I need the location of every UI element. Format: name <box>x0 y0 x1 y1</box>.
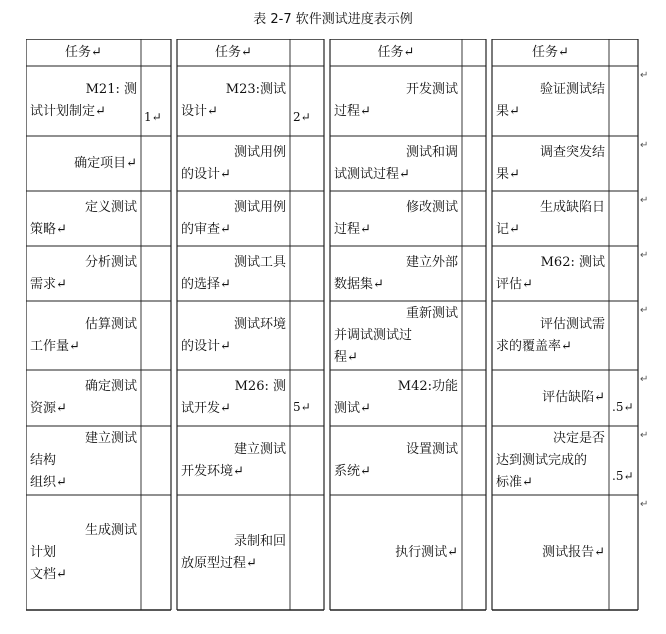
header-label: 任务↵ <box>532 44 569 60</box>
task-text-line: 过程↵ <box>334 221 371 237</box>
paragraph-mark: ↵ <box>640 195 649 206</box>
task-cell <box>492 191 609 246</box>
task-cell <box>492 301 609 370</box>
task-cell <box>330 301 462 370</box>
task-text-line: 文档↵ <box>30 566 67 582</box>
task-text-line: 确定项目↵ <box>74 155 137 171</box>
task-cell <box>492 66 609 136</box>
task-text-line: 评估↵ <box>496 276 533 292</box>
task-text-line: 测试工具 <box>233 254 286 270</box>
task-text-line: 分析测试 <box>84 254 137 270</box>
duration-value: .5↵ <box>612 400 634 414</box>
task-text-line: 测试环境 <box>233 316 286 332</box>
task-text-line: 果↵ <box>496 104 520 119</box>
task-cell <box>26 301 141 370</box>
task-text-line: 估算测试 <box>84 316 137 332</box>
task-cell <box>177 191 290 246</box>
task-text-line: M23:测试 <box>225 82 286 97</box>
task-text-line: 建立外部 <box>405 254 458 270</box>
paragraph-mark: ↵ <box>640 374 649 385</box>
column-header-4 <box>492 39 609 66</box>
task-text-line: 测试用例 <box>233 144 286 160</box>
duration-value: 2↵ <box>293 110 311 124</box>
task-text-line: 的设计↵ <box>181 338 231 354</box>
task-cell <box>492 370 609 426</box>
task-text-line: 放原型过程↵ <box>181 555 257 571</box>
task-cell <box>330 66 462 136</box>
task-cell <box>330 246 462 301</box>
task-text-line: 记↵ <box>496 221 520 237</box>
task-cell <box>492 136 609 191</box>
task-cell <box>492 246 609 301</box>
task-text-line: 求的覆盖率↵ <box>496 338 572 354</box>
task-text-line: 的审查↵ <box>181 221 231 237</box>
column-header-1 <box>26 39 141 66</box>
task-text-line: 评估缺陷↵ <box>542 390 605 405</box>
task-text-line: 结构 <box>30 452 57 468</box>
task-text-line: 测试↵ <box>334 401 371 416</box>
task-cell <box>26 495 141 610</box>
task-cell <box>330 370 462 426</box>
paragraph-mark: ↵ <box>640 305 649 316</box>
task-text-line: M42:功能 <box>397 379 458 394</box>
task-text-line: 测试和调 <box>405 144 458 160</box>
task-cell <box>26 136 141 191</box>
task-text-line: 生成测试 <box>84 522 137 538</box>
task-cell <box>26 370 141 426</box>
task-text-line: 数据集↵ <box>334 276 384 292</box>
column-header-3 <box>330 39 462 66</box>
task-text-line: 建立测试 <box>233 441 286 457</box>
header-label: 任务↵ <box>65 44 102 60</box>
task-text-line: 评估测试需 <box>539 316 605 332</box>
task-text-line: 测试报告↵ <box>542 544 605 560</box>
task-text-line: 需求↵ <box>30 276 67 292</box>
task-text-line: 组织↵ <box>30 474 67 490</box>
task-cell <box>177 66 290 136</box>
paragraph-mark: ↵ <box>640 70 649 81</box>
task-cell <box>26 66 141 136</box>
task-cell <box>177 136 290 191</box>
task-text-line: 调查突发结 <box>539 144 605 160</box>
task-text-line: 达到测试完成的 <box>496 452 588 468</box>
task-cell <box>330 136 462 191</box>
task-cell <box>330 495 462 610</box>
task-cell <box>26 246 141 301</box>
task-cell <box>492 426 609 495</box>
task-text-line: 过程↵ <box>334 104 371 119</box>
task-text-line: 标准↵ <box>496 474 533 490</box>
task-text-line: 修改测试 <box>405 199 458 215</box>
task-text-line: 建立测试 <box>84 430 137 446</box>
task-text-line: 试测试过程↵ <box>334 166 410 182</box>
task-text-line: 生成缺陷日 <box>539 199 605 215</box>
task-text-line: 开发环境↵ <box>181 463 244 479</box>
task-text-line: M62: 测试 <box>540 254 605 270</box>
task-text-line: 设置测试 <box>405 441 458 457</box>
task-cell <box>492 495 609 610</box>
task-text-line: 决定是否 <box>552 430 605 446</box>
task-text-line: 试计划制定↵ <box>30 104 106 119</box>
task-cell <box>26 191 141 246</box>
paragraph-mark: ↵ <box>640 499 649 510</box>
header-label: 任务↵ <box>215 44 252 60</box>
task-text-line: 开发测试 <box>405 82 458 97</box>
paragraph-mark: ↵ <box>640 140 649 151</box>
task-text-line: 并调试测试过 <box>334 327 413 343</box>
task-cell <box>177 426 290 495</box>
header-label: 任务↵ <box>377 44 415 60</box>
column-header-2 <box>177 39 290 66</box>
task-text-line: 程↵ <box>334 349 358 365</box>
task-text-line: 果↵ <box>496 166 520 182</box>
task-text-line: 测试用例 <box>233 199 286 215</box>
task-text-line: 的选择↵ <box>181 276 231 292</box>
task-text-line: 的设计↵ <box>181 166 231 182</box>
table-caption: 表 2-7 软件测试进度表示例 <box>253 12 413 27</box>
task-cell <box>177 301 290 370</box>
task-text-line: 重新测试 <box>405 305 458 321</box>
task-text-line: 工作量↵ <box>30 338 80 354</box>
task-text-line: 确定测试 <box>84 379 137 394</box>
task-cell <box>177 495 290 610</box>
paragraph-mark: ↵ <box>640 250 649 261</box>
task-cell <box>26 426 141 495</box>
task-text-line: M26: 测 <box>234 379 286 394</box>
task-text-line: 执行测试↵ <box>395 544 458 560</box>
task-text-line: 策略↵ <box>30 221 67 237</box>
task-text-line: M21: 测 <box>85 82 137 97</box>
task-text-line: 计划 <box>30 544 57 560</box>
task-text-line: 验证测试结 <box>539 82 605 97</box>
task-text-line: 试开发↵ <box>181 401 231 416</box>
task-text-line: 设计↵ <box>181 104 218 119</box>
task-text-line: 录制和回 <box>233 533 286 549</box>
task-cell <box>177 370 290 426</box>
task-text-line: 系统↵ <box>334 463 371 479</box>
duration-value: .5↵ <box>612 469 634 483</box>
task-cell <box>177 246 290 301</box>
task-text-line: 定义测试 <box>84 199 137 215</box>
task-text-line: 资源↵ <box>30 401 67 416</box>
paragraph-mark: ↵ <box>640 430 649 441</box>
duration-value: 1↵ <box>144 110 162 124</box>
task-cell <box>330 426 462 495</box>
task-cell <box>330 191 462 246</box>
duration-value: 5↵ <box>293 400 311 414</box>
